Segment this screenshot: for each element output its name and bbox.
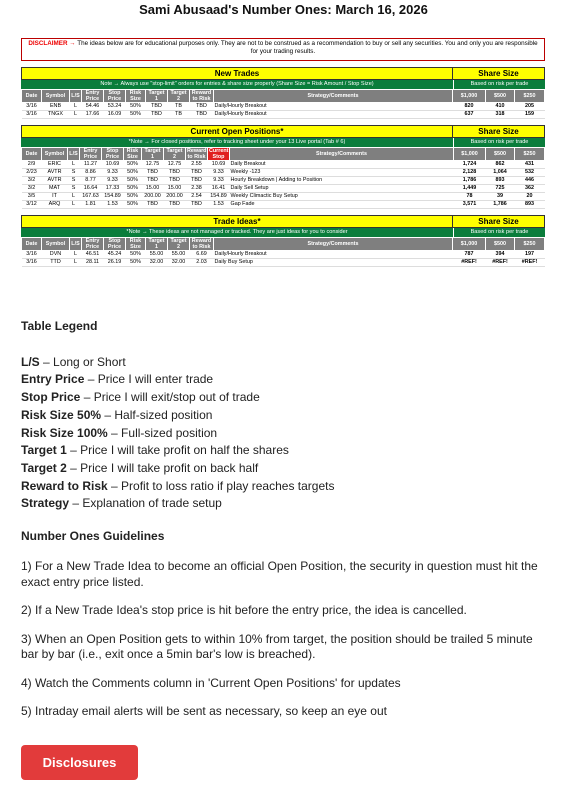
table-cell: 362 [515, 185, 545, 193]
table-row [22, 193, 545, 201]
table-cell: 2,128 [454, 169, 486, 177]
column-header: $500 [486, 148, 515, 161]
column-header: Date [22, 90, 42, 103]
open-positions-section [21, 125, 545, 209]
table-cell: L [70, 251, 82, 259]
table-cell: 431 [515, 161, 545, 169]
table-cell: 28.11 [82, 259, 104, 267]
table-cell: Daily Sell Setup [230, 185, 454, 193]
table-cell: 893 [515, 201, 545, 209]
table-legend [21, 318, 551, 513]
guideline-item: 2) If a New Trade Idea's stop price is hit before the entry price, the idea is cancelled. [21, 603, 467, 617]
guidelines-heading: Number Ones Guidelines [21, 529, 165, 543]
table-row [22, 111, 545, 119]
legend-desc: – Price I will take profit on half the shares [66, 443, 289, 458]
legend-list [21, 354, 551, 513]
table-cell: 6.69 [190, 251, 214, 259]
table-cell: 787 [453, 251, 486, 259]
table-cell: 26.19 [104, 259, 126, 267]
guideline-item: 4) Watch the Comments column in 'Current Open Positions' for updates [21, 675, 401, 690]
table-row [22, 201, 545, 209]
table-cell: DVN [42, 251, 70, 259]
table-cell: TBD [146, 111, 168, 119]
table-cell: 1,724 [454, 161, 486, 169]
table-cell: ARQ [42, 201, 68, 209]
table-cell: 50% [124, 201, 142, 209]
table-cell: 8.86 [80, 169, 102, 177]
column-header: Date [22, 238, 42, 251]
table-cell: MAT [42, 185, 68, 193]
table-cell: 53.24 [104, 103, 126, 111]
column-header: Stop Price [102, 148, 124, 161]
table-cell: 1,449 [454, 185, 486, 193]
share-size-title: Share Size [453, 215, 545, 228]
table-cell: 50% [124, 169, 142, 177]
column-header: Target 1 [146, 238, 168, 251]
legend-item [21, 460, 551, 478]
column-header: Date [22, 148, 42, 161]
table-cell: 12.75 [164, 161, 186, 169]
table-cell: TNGX [42, 111, 70, 119]
table-cell: 159 [515, 111, 545, 119]
column-header: $250 [515, 238, 545, 251]
table-cell: 1,786 [486, 201, 515, 209]
legend-term: Target 2 [21, 460, 67, 475]
table-cell: L [68, 161, 80, 169]
trade-ideas-note: *Note → These ideas are not managed or tracked. They are just ideas for you to consider [21, 228, 453, 237]
table-cell: 16.09 [104, 111, 126, 119]
table-cell: Hourly Breakdown | Adding to Position [230, 177, 454, 185]
table-cell: 3/16 [22, 259, 42, 267]
column-header: Reward to Risk [187, 148, 207, 160]
table-cell: TTD [42, 259, 70, 267]
trade-ideas-section [21, 215, 545, 267]
table-cell: IT [42, 193, 68, 201]
table-cell: 3/16 [22, 251, 42, 259]
table-cell: 10.69 [102, 161, 124, 169]
table-cell: 9.33 [102, 169, 124, 177]
column-header: Symbol [42, 90, 70, 103]
table-cell: 2.55 [186, 161, 208, 169]
legend-desc: – Profit to loss ratio if play reaches targets [107, 478, 335, 493]
table-cell: 3/16 [22, 111, 42, 119]
legend-term: Stop Price [21, 390, 81, 405]
column-header: $500 [486, 90, 515, 103]
column-header: Risk Size [124, 148, 142, 161]
table-cell: 50% [124, 177, 142, 185]
table-cell: 725 [486, 185, 515, 193]
table-cell: S [68, 185, 80, 193]
disclaimer-tag: DISCLAIMER → [28, 40, 76, 47]
table-cell: TBD [142, 169, 164, 177]
table-cell: 205 [515, 103, 545, 111]
table-cell: 16.41 [208, 185, 230, 193]
guidelines [21, 529, 551, 733]
legend-desc: – Explanation of trade setup [69, 496, 222, 511]
table-cell: 446 [515, 177, 545, 185]
table-cell: 78 [454, 193, 486, 201]
column-header: Symbol [42, 238, 70, 251]
table-cell: 50% [126, 259, 146, 267]
table-cell: 2/23 [22, 169, 42, 177]
table-cell: L [70, 111, 82, 119]
table-cell: TB [168, 111, 190, 119]
table-cell: 862 [486, 161, 515, 169]
new-trades-table [21, 89, 545, 119]
table-cell: TBD [190, 103, 214, 111]
table-cell: 9.33 [102, 177, 124, 185]
column-header: Target 2 [164, 148, 186, 161]
table-cell: 54.46 [82, 103, 104, 111]
table-cell: TBD [164, 177, 186, 185]
legend-term: Entry Price [21, 372, 85, 387]
column-header: Target 1 [146, 90, 168, 103]
table-cell: 197 [515, 251, 545, 259]
legend-item [21, 407, 551, 425]
table-cell: TBD [164, 201, 186, 209]
table-cell: 50% [124, 185, 142, 193]
column-header: Stop Price [104, 238, 126, 251]
legend-term: Reward to Risk [21, 478, 108, 493]
column-header: Risk Size [126, 238, 146, 251]
new-trades-section [21, 67, 545, 119]
guideline-item: 5) Intraday email alerts will be sent as necessary, so keep an eye out [21, 704, 387, 718]
table-cell: TBD [190, 111, 214, 119]
column-header: $500 [486, 238, 515, 251]
legend-desc: – Long or Short [39, 354, 126, 369]
column-header: Target 2 [168, 90, 190, 103]
column-header: Risk Size [126, 90, 146, 103]
table-cell: 2/9 [22, 161, 42, 169]
table-cell: 167.63 [80, 193, 102, 201]
table-cell: 2.38 [186, 185, 208, 193]
open-positions-table [21, 147, 545, 209]
table-cell: 1.53 [102, 201, 124, 209]
table-cell: 1,786 [454, 177, 486, 185]
column-header: Reward to Risk [190, 90, 214, 103]
table-cell: 32.00 [168, 259, 190, 267]
table-cell: 17.33 [102, 185, 124, 193]
table-cell: 20 [515, 193, 545, 201]
table-cell: L [70, 103, 82, 111]
legend-item [21, 389, 551, 407]
legend-term: Risk Size 50% [21, 407, 102, 422]
column-header: Symbol [42, 148, 68, 161]
table-cell: TBD [146, 103, 168, 111]
table-cell: S [68, 169, 80, 177]
table-cell: 46.51 [82, 251, 104, 259]
share-size-note: Based on risk per trade [453, 80, 545, 89]
table-cell: 50% [126, 103, 146, 111]
table-cell: 3/2 [22, 185, 42, 193]
table-row [22, 251, 545, 259]
page-title: Sami Abusaad's Number Ones: March 16, 2026 [139, 2, 428, 17]
table-row [22, 259, 545, 267]
table-cell: 50% [124, 161, 142, 169]
table-cell: #REF! [486, 259, 515, 267]
legend-item [21, 442, 551, 460]
table-cell: 318 [486, 111, 515, 119]
table-cell: 1,064 [486, 169, 515, 177]
column-header: L/S [70, 90, 82, 103]
trade-sheet-image [21, 38, 545, 267]
table-cell: 200.00 [164, 193, 186, 201]
column-header: $1,000 [454, 148, 486, 161]
table-cell: 637 [453, 111, 486, 119]
column-header: Strategy/Comments [214, 238, 453, 251]
legend-desc: – Price I will exit/stop out of trade [80, 390, 260, 405]
table-cell: 893 [486, 177, 515, 185]
legend-term: L/S [21, 354, 40, 369]
column-header: Entry Price [80, 148, 102, 161]
table-cell: TB [168, 103, 190, 111]
table-cell: Daily/Hourly Breakout [214, 251, 453, 259]
table-row [22, 169, 545, 177]
table-cell: ERIC [42, 161, 68, 169]
table-cell: 39 [486, 193, 515, 201]
column-header: Stop Price [104, 90, 126, 103]
legend-item [21, 425, 551, 443]
column-header: Entry Price [82, 90, 104, 103]
table-cell: Weekly Climactic Buy Setup [230, 193, 454, 201]
table-row [22, 103, 545, 111]
table-cell: 154.89 [102, 193, 124, 201]
share-size-title: Share Size [453, 125, 545, 138]
disclaimer-text: The ideas below are for educational purposes only. They are not to be construed as a recommendation to buy or sell any securities. You and only you are responsible for your trading results. [77, 40, 538, 55]
legend-item [21, 371, 551, 389]
table-cell: 1.81 [80, 201, 102, 209]
table-cell: 394 [486, 251, 515, 259]
table-cell: 820 [453, 103, 486, 111]
table-cell: 16.64 [80, 185, 102, 193]
table-cell: 17.66 [82, 111, 104, 119]
guidelines-list [21, 559, 551, 720]
table-cell: Weekly -123 [230, 169, 454, 177]
table-cell: Daily Breakout [230, 161, 454, 169]
legend-desc: – Half-sized position [101, 407, 213, 422]
table-cell: 154.89 [208, 193, 230, 201]
table-cell: 50% [126, 251, 146, 259]
table-cell: 3/16 [22, 103, 42, 111]
column-header: Entry Price [82, 238, 104, 251]
table-cell: 11.27 [80, 161, 102, 169]
table-cell: 2.54 [186, 193, 208, 201]
table-cell: 50% [126, 111, 146, 119]
table-cell: 3/5 [22, 193, 42, 201]
column-header: Strategy/Comments [214, 90, 453, 103]
table-cell: TBD [186, 169, 208, 177]
table-cell: Gap Fade [230, 201, 454, 209]
table-cell: 410 [486, 103, 515, 111]
table-cell: AVTR [42, 177, 68, 185]
share-size-title: Share Size [453, 67, 545, 80]
table-cell: 532 [515, 169, 545, 177]
table-cell: 32.00 [146, 259, 168, 267]
legend-term: Strategy [21, 496, 70, 511]
table-cell: TBD [142, 177, 164, 185]
share-size-note: Based on risk per trade [453, 228, 545, 237]
table-cell: 3,571 [454, 201, 486, 209]
table-cell: 45.24 [104, 251, 126, 259]
column-header: $250 [515, 148, 545, 161]
disclosures-button[interactable]: Disclosures [21, 745, 138, 780]
table-cell: ENB [42, 103, 70, 111]
table-cell: 15.00 [164, 185, 186, 193]
table-cell: 55.00 [168, 251, 190, 259]
table-cell: 55.00 [146, 251, 168, 259]
table-cell: 10.69 [208, 161, 230, 169]
table-row [22, 177, 545, 185]
legend-term: Risk Size 100% [21, 425, 108, 440]
column-header: Target 1 [142, 148, 164, 161]
table-cell: TBD [164, 169, 186, 177]
table-cell: 3/2 [22, 177, 42, 185]
column-header: Target 2 [168, 238, 190, 251]
guideline-item: 1) For a New Trade Idea to become an official Open Position, the security in question must hit the exact entry price listed. [21, 559, 538, 589]
column-header: Current Stop [209, 148, 229, 160]
table-cell: 2.03 [190, 259, 214, 267]
column-header: Strategy/Comments [230, 148, 454, 161]
open-positions-title: Current Open Positions* [21, 125, 453, 138]
table-cell: 15.00 [142, 185, 164, 193]
legend-item [21, 495, 551, 513]
table-cell: 50% [124, 193, 142, 201]
legend-term: Target 1 [21, 443, 67, 458]
table-cell: TBD [186, 177, 208, 185]
table-cell: AVTR [42, 169, 68, 177]
table-row [22, 185, 545, 193]
table-cell: S [68, 177, 80, 185]
column-header: L/S [68, 148, 80, 161]
disclaimer-box [21, 38, 545, 61]
table-cell: 200.00 [142, 193, 164, 201]
table-cell: TBD [186, 201, 208, 209]
table-cell: TBD [142, 201, 164, 209]
new-trades-title: New Trades [21, 67, 453, 80]
table-cell: 1.53 [208, 201, 230, 209]
table-cell: Daily/Hourly Breakout [214, 111, 453, 119]
table-cell: L [68, 193, 80, 201]
table-cell: 3/12 [22, 201, 42, 209]
table-cell: L [68, 201, 80, 209]
table-cell: Daily Buy Setup [214, 259, 453, 267]
legend-heading: Table Legend [21, 319, 98, 333]
table-cell: 8.77 [80, 177, 102, 185]
share-size-note: Based on risk per trade [453, 138, 545, 147]
new-trades-note: Note → Always use "stop-limit" orders for entries & share size properly (Share Size = Risk Amount / Stop Size) [21, 80, 453, 89]
table-cell: 9.33 [208, 169, 230, 177]
legend-desc: – Full-sized position [107, 425, 218, 440]
column-header: $1,000 [453, 90, 486, 103]
trade-ideas-table [21, 237, 545, 267]
table-cell: L [70, 259, 82, 267]
legend-item [21, 354, 551, 372]
guideline-item: 3) When an Open Position gets to within 10% from target, the position should be trailed 5 minute bar by bar (i.e., exit once a 5min bar's low is breached). [21, 631, 533, 661]
table-cell: 12.75 [142, 161, 164, 169]
table-cell: #REF! [453, 259, 486, 267]
table-row [22, 161, 545, 169]
table-cell: #REF! [515, 259, 545, 267]
column-header: Reward to Risk [190, 238, 214, 251]
legend-desc: – Price I will enter trade [84, 372, 214, 387]
legend-desc: – Price I will take profit on back half [66, 460, 259, 475]
trade-ideas-title: Trade Ideas* [21, 215, 453, 228]
legend-item [21, 478, 551, 496]
table-cell: Daily/Hourly Breakout [214, 103, 453, 111]
column-header: L/S [70, 238, 82, 251]
column-header: $250 [515, 90, 545, 103]
column-header: $1,000 [453, 238, 486, 251]
open-positions-note: *Note → For closed positions, refer to tracking sheet under your 13 Live portal (Tab # 6) [21, 138, 453, 147]
table-cell: 9.33 [208, 177, 230, 185]
